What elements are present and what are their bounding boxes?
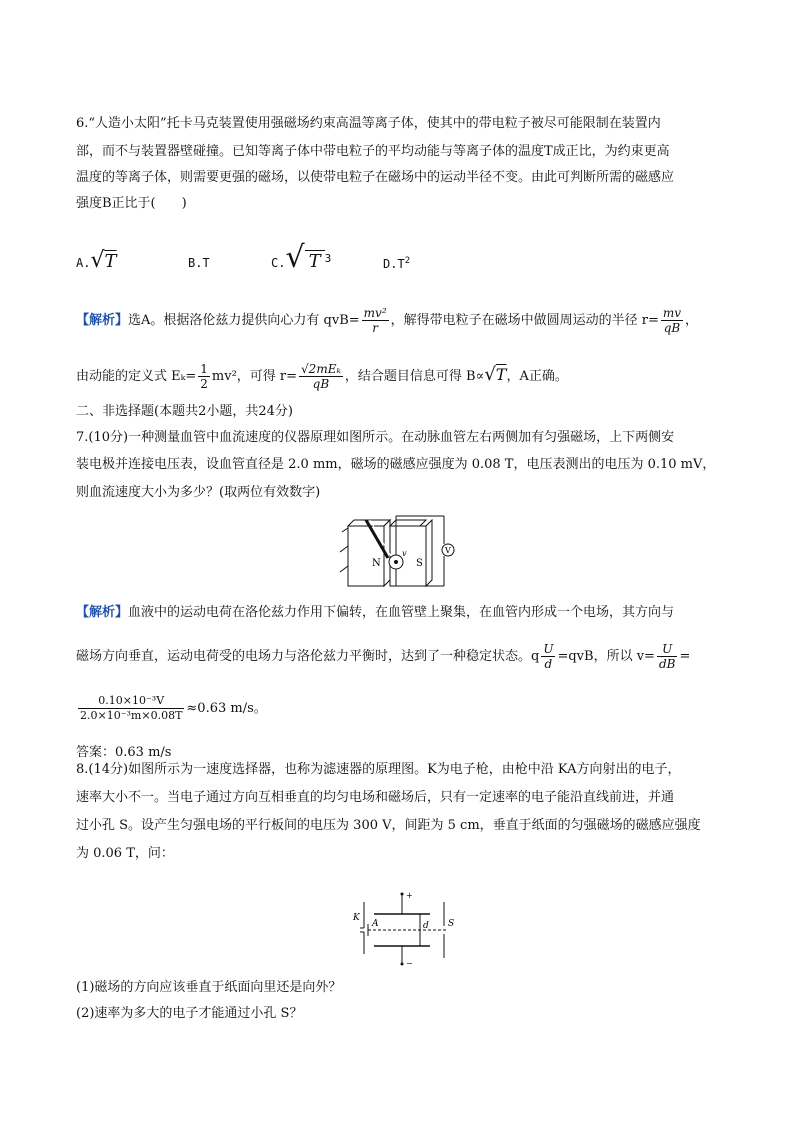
- fraction-mv2-r: $\frac{\text{mv²}}{r}$: [363, 306, 387, 335]
- q6-line-2: 部，而不与装置器壁碰撞。已知等离子体中带电粒子的平均动能与等离子体的温度T成正比，为约束更高: [76, 144, 670, 159]
- q6-line-3: 温度的等离子体，则需要更强的磁场，以使带电粒子在磁场中的运动半径不变。由此可判断所需的磁感应: [76, 170, 675, 185]
- solution-7-line-1: 【解析】血液中的运动电荷在洛伦兹力作用下偏转，在血管壁上聚集，在血管内形成一个电场，其方向与: [76, 605, 675, 620]
- fraction-mv-qb: $\frac{mv}{qB}$: [662, 306, 682, 335]
- option-d: $D.T^2$: [383, 256, 411, 271]
- option-a: A.√T: [76, 248, 117, 273]
- blood-flow-figure: [336, 512, 464, 590]
- q8-sub-2: (2)速率为多大的电子才能通过小孔 S？: [76, 1006, 303, 1021]
- solution-7-line-2: 磁场方向垂直，运动电荷受的电场力与洛伦兹力平衡时，达到了一种稳定状态。q $\frac{U}{d}$ =qvB，所以 v= $\frac{U}{dB}$ =: [76, 642, 691, 671]
- q8-line-1: 8.(14分)如图所示为一速度选择器，也称为滤速器的原理图。K为电子枪，由枪中沿 KA方向射出的电子，: [76, 762, 681, 777]
- solution-7-line-3: $\frac{\text{0.10×10⁻³V}}{\text{2.0×10⁻³m×0.08T}}$ ≈0.63 m/s。: [80, 694, 267, 722]
- answer-7: 答案：0.63 m/s: [76, 745, 172, 760]
- hole-s-label: S: [448, 919, 455, 929]
- q7-line-2: 装电极并连接电压表，设血管直径是 2.0 mm，磁场的磁感应强度为 0.08 T，电压表测出的电压为 0.10 mV，: [76, 457, 716, 472]
- q7-line-3: 则血流速度大小为多少？(取两位有效数字): [76, 485, 321, 500]
- q8-line-3: 过小孔 S。设产生匀强电场的平行板间的电压为 300 V，间距为 5 cm，垂直于纸面的匀强磁场的磁感应强度: [76, 818, 701, 833]
- voltmeter-label: V: [445, 546, 451, 555]
- q8-line-4: 为 0.06 T，问：: [76, 846, 174, 861]
- south-pole-label: S: [416, 558, 423, 569]
- fraction-half: $\frac{1}{2}$: [200, 362, 208, 391]
- fraction-u-d: $\frac{U}{d}$: [543, 642, 554, 671]
- north-pole-label: N: [372, 558, 381, 569]
- q8-line-2: 速率大小不一。当电子通过方向互相垂直的均匀电场和磁场后，只有一定速率的电子能沿直线前进，并通: [76, 790, 675, 805]
- point-a-label: A: [372, 919, 379, 929]
- q7-line-1: 7.(10分)一种测量血管中血流速度的仪器原理如图所示。在动脉血管左右两侧加有匀强磁场，上下两侧安: [76, 430, 675, 445]
- electron-gun-label: K: [353, 913, 360, 923]
- fraction-u-db: $\frac{U}{dB}$: [658, 642, 676, 671]
- solution-6-line-2: 由动能的定义式 Eₖ= $\frac{1}{2}$ mv²，可得 r= $\frac{\text{√2mEₖ}}{qB}$ ，结合题目信息可得 B∝√T，A正确。: [76, 362, 568, 391]
- option-c: C.√ T $^3$: [271, 240, 332, 275]
- solution-6-line-1: 【解析】选A。根据洛伦兹力提供向心力有 qvB= $\frac{\text{mv²}}{r}$ ，解得带电粒子在磁场中做圆周运动的半径 r= $\frac{mv}{qB}$ ，: [76, 306, 699, 335]
- option-b: B.T: [188, 256, 210, 270]
- q8-sub-1: (1)磁场的方向应该垂直于纸面向里还是向外？: [76, 980, 342, 995]
- positive-terminal: +: [406, 891, 413, 900]
- distance-label: d: [423, 921, 429, 931]
- q6-line-1: 6.“人造小太阳”托卡马克装置使用强磁场约束高温等离子体，使其中的带电粒子被尽可能限制在装置内: [76, 116, 661, 131]
- solution-tag: 【解析】: [76, 313, 129, 328]
- velocity-label: v: [402, 549, 407, 558]
- negative-terminal: −: [406, 959, 413, 968]
- fraction-numeric: $\frac{\text{0.10×10⁻³V}}{\text{2.0×10⁻³m×0.08T}}$: [80, 694, 183, 722]
- section-heading: 二、非选择题(本题共2小题，共24分): [76, 404, 293, 419]
- q6-line-4: 强度B正比于( ): [76, 196, 187, 211]
- solution-tag: 【解析】: [76, 605, 129, 620]
- velocity-selector-figure: [350, 888, 460, 968]
- fraction-sqrt-2mek-qb: $\frac{\text{√2mEₖ}}{qB}$: [301, 362, 341, 391]
